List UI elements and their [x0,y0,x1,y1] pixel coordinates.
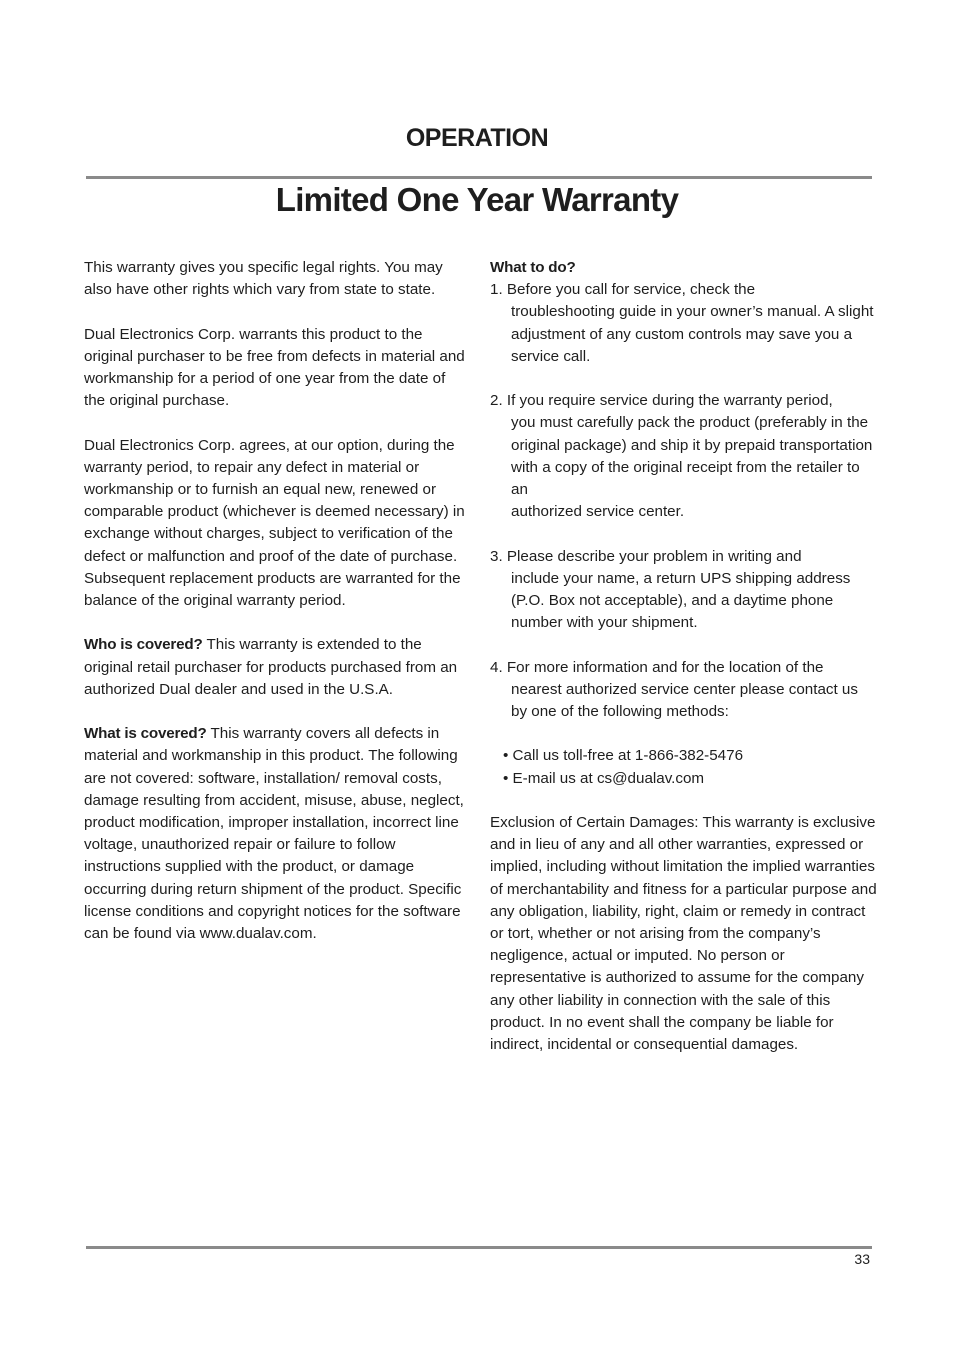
step-first-line: For more information and for the location of the [502,658,824,676]
step-first-line: Before you call for service, check the [502,281,756,299]
step-text: nearest authorized service center please contact us by one of the following methods: [511,680,858,721]
contact-methods-list [490,745,878,789]
right-column [490,257,878,1078]
exclusion-paragraph: Exclusion of Certain Damages: This warranty is exclusive and in lieu of any and all other warranties, expressed or implied, including without limitation the implied warranties of merchantability and fitness for a particular purpose and any obligation, liability, right, claim or remedy in contract or tort, whether or not arising from the company’s negligence, actual or imputed. No person or representative is authorized to assume for the company any other liability in connection with the sale of this product. In no event shall the company be liable for indirect, incidental or consequential damages. [490,814,877,1054]
step-4 [490,657,878,724]
step-2 [490,390,878,523]
step-number: 4. [490,658,503,676]
step-1 [490,279,878,368]
step-number: 3. [490,547,503,565]
what-is-covered-label: What is covered? [84,725,207,743]
header-divider [86,176,872,179]
warranty-statement-paragraph: Dual Electronics Corp. warrants this product to the original purchaser to be free from defects in material and workmanship for a period of one year from the date of the original purchase. [84,325,465,410]
contact-phone-item: • Call us toll-free at 1-866-382-5476 [503,745,878,767]
repair-terms-paragraph: Dual Electronics Corp. agrees, at our option, during the warranty period, to repair any defect in material or workmanship or to furnish an equal new, renewed or comparable product (whichever is deemed necessary) in exchange without charges, subject to verification of the defect or malfunction and proof of the date of purchase. Subsequent replacement products are warranted for the balance of the original warranty period. [84,436,465,610]
page-number: 33 [854,1251,870,1267]
contact-email-item: • E-mail us at cs@dualav.com [503,768,878,790]
step-number: 1. [490,281,503,299]
who-is-covered-paragraph [84,634,469,701]
section-title: OPERATION [405,124,549,152]
what-is-covered-text: This warranty covers all defects in material and workmanship in this product. The following are not covered: software, installation/ removal costs, damage resulting from accident, misuse, abuse, neglect, product modification, improper installation, incorrect line voltage, unauthorized repair or failure to follow instructions supplied with the product, or damage occurring during return shipment of the product. Specific license conditions and copyright notices for the software can be found via www.dualav.com. [84,725,464,943]
step-3 [490,546,878,635]
what-is-covered-paragraph [84,723,469,945]
step-text: you must carefully pack the product (preferably in the original package) and ship it by prepaid transportation with a copy of the original receipt from the retailer to an [511,414,873,499]
who-is-covered-label: Who is covered? [84,636,203,654]
step-text: include your name, a return UPS shipping address (P.O. Box not acceptable), and a daytime phone number with your shipment. [511,569,851,632]
step-text-continued: authorized service center. [511,503,685,521]
who-is-covered-text: This warranty is extended to the original retail purchaser for products purchased from an authorized Dual dealer and used in the U.S.A. [84,636,458,698]
step-first-line: If you require service during the warranty period, [502,392,833,410]
footer-divider [86,1246,872,1249]
left-column [84,257,469,967]
what-to-do-heading: What to do? [490,259,576,276]
page-title: Limited One Year Warranty [275,181,679,218]
legal-rights-paragraph: This warranty gives you specific legal rights. You may also have other rights which vary from state to state. [84,259,443,299]
step-number: 2. [490,392,503,410]
step-first-line: Please describe your problem in writing and [502,547,802,565]
step-text: troubleshooting guide in your owner’s manual. A slight adjustment of any custom controls may save you a service call. [511,303,874,365]
